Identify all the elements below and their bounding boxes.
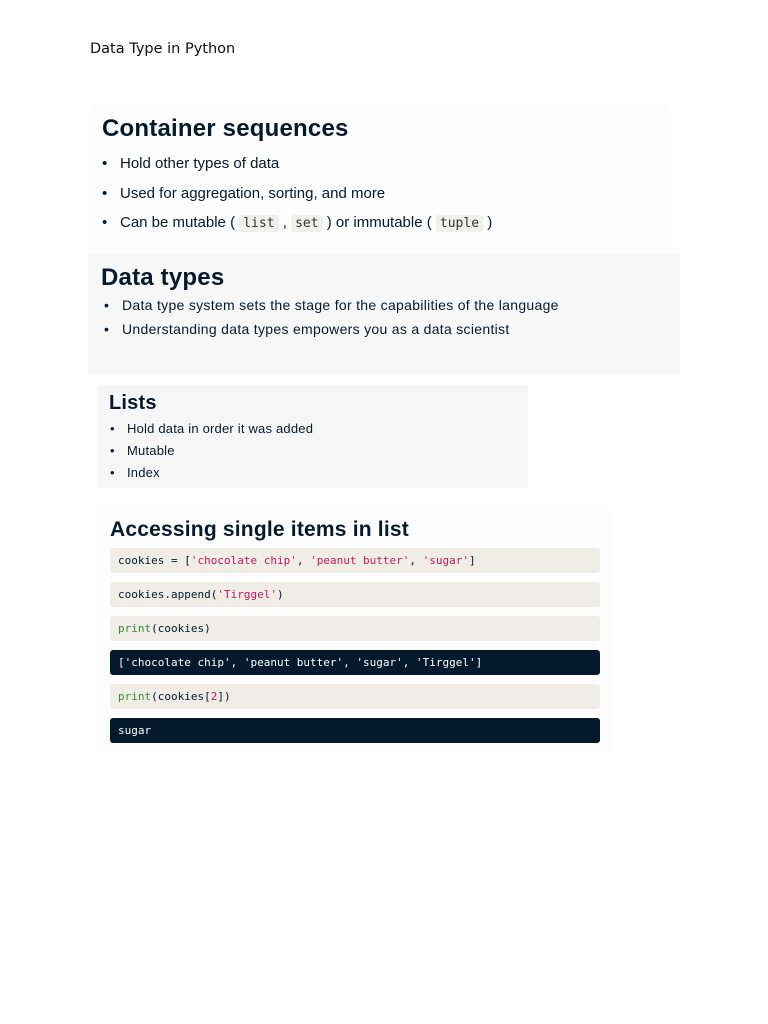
code-string: 'Tirggel' (217, 588, 277, 601)
list-item: • Used for aggregation, sorting, and more (102, 183, 492, 213)
bullet-text: ) or immutable ( (322, 214, 436, 231)
list-item: • Mutable (110, 443, 313, 465)
slide-heading: Accessing single items in list (110, 518, 409, 541)
code-keyword: print (118, 690, 152, 703)
bullet-text: , (278, 214, 292, 231)
list-item: • Understanding data types empowers you as a data scientist (104, 320, 664, 338)
bullet-list (110, 421, 313, 487)
code-string: 'peanut butter' (310, 554, 410, 567)
code-token: cookies = [ (118, 554, 191, 567)
code-keyword: print (118, 622, 152, 635)
list-item: • Index (110, 465, 313, 487)
code-token: ]) (217, 690, 231, 703)
bullet-list (104, 296, 664, 344)
slide-lists (98, 385, 528, 488)
bullet-list (102, 153, 492, 242)
code-token: cookies.append( (118, 588, 218, 601)
code-number: 2 (210, 690, 218, 703)
slide-heading: Container sequences (102, 115, 349, 142)
code-list: list (239, 215, 278, 232)
code-output-block: sugar (110, 718, 600, 743)
code-token: (cookies[ (151, 690, 211, 703)
list-item: • Data type system sets the stage for the capabilities of the language (104, 296, 664, 314)
code-token: (cookies) (151, 622, 211, 635)
bullet-text: Can be mutable ( (120, 214, 240, 231)
slide-heading: Data types (101, 264, 225, 291)
code-token: , (409, 554, 423, 567)
code-token: ] (469, 554, 476, 567)
code-input-block (110, 684, 600, 709)
code-string: 'sugar' (422, 554, 470, 567)
code-token: ) (276, 588, 284, 601)
bullet-text: ) (483, 214, 493, 231)
code-set: set (291, 215, 322, 232)
code-output-block: ['chocolate chip', 'peanut butter', 'sugar', 'Tirggel'] (110, 650, 600, 675)
code-input-block (110, 582, 600, 607)
code-string: 'chocolate chip' (190, 554, 297, 567)
list-item: • Hold data in order it was added (110, 421, 313, 443)
list-item (102, 212, 492, 242)
list-item: • Hold other types of data (102, 153, 492, 183)
document-title: Data Type in Python (90, 41, 236, 57)
slide-data-types (88, 254, 680, 374)
slide-heading: Lists (109, 392, 157, 414)
code-token: , (296, 554, 311, 567)
code-tuple: tuple (436, 215, 483, 232)
code-input-block (110, 616, 600, 641)
code-input-block (110, 548, 600, 573)
slide-container-sequences (90, 105, 670, 245)
slide-accessing-items (98, 508, 610, 753)
